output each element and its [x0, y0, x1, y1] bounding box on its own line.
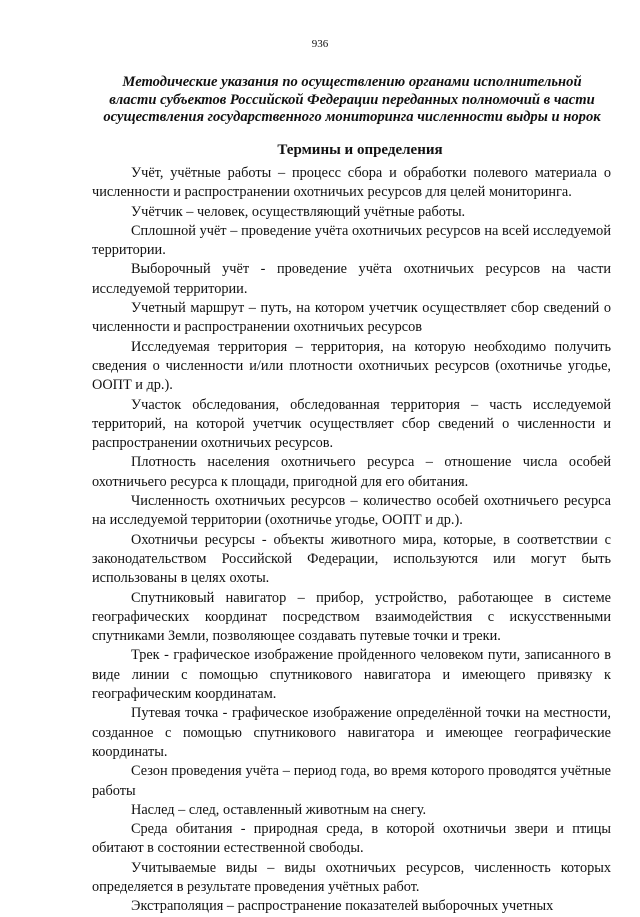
definition-paragraph: Среда обитания - природная среда, в которой охотничьи звери и птицы обитают в состоянии естественной свободы. [92, 821, 611, 857]
definition-paragraph: Исследуемая территория – территория, на которую необходимо получить сведения о численности и/или плотности охотничьих ресурсов (охотничье угодье, ООПТ и др.). [92, 338, 611, 394]
definition-paragraph: Сплошной учёт – проведение учёта охотничьих ресурсов на всей исследуемой территории. [92, 222, 611, 259]
document-title-line: Методические указания по осуществлению органами исполнительной [122, 74, 582, 90]
page-number: 936 [311, 38, 329, 50]
document-title [92, 74, 612, 127]
definition-paragraph: Учётчик – человек, осуществляющий учётные работы. [131, 203, 466, 220]
definition-paragraph: Экстраполяция – распространение показателей выборочных учетных [131, 898, 554, 915]
definitions-body [92, 164, 611, 917]
definition-paragraph: Выборочный учёт - проведение учёта охотничьих ресурсов на части исследуемой территории. [92, 261, 611, 297]
section-heading: Термины и определения [277, 142, 443, 158]
definition-paragraph: Спутниковый навигатор – прибор, устройство, работающее в системе географических координат посредством взаимодействия с искусственными спутниками Земли, позволяющее создавать путевые точки и треки. [92, 589, 611, 645]
document-title-line: осуществления государственного мониторинга численности выдры и норок [103, 109, 601, 125]
definition-paragraph: Численность охотничьих ресурсов – количество особей охотничьего ресурса на исследуемой территории (охотничье угодье, ООПТ и др.). [92, 493, 611, 529]
definition-paragraph: Учитываемые виды – виды охотничьих ресурсов, численность которых определяется в результате проведения учётных работ. [92, 859, 611, 895]
definition-paragraph: Сезон проведения учёта – период года, во время которого проводятся учётные работы [92, 763, 611, 799]
definition-paragraph: Охотничьи ресурсы - объекты животного мира, которые, в соответствии с законодательством Российской Федерации, используются или могут быть использованы в целях охоты. [92, 531, 611, 587]
definition-paragraph: Трек - графическое изображение пройденного человеком пути, записанного в виде линии с помощью спутникового навигатора и имеющего привязку к географическим координатам. [92, 647, 611, 703]
definition-paragraph: Путевая точка - графическое изображение определённой точки на местности, созданное с помощью спутникового навигатора и имеющее географические координаты. [92, 705, 611, 760]
definition-paragraph: Участок обследования, обследованная территория – часть исследуемой территорий, на которой учетчик осуществляет сбор сведений о численности и распространении охотничьих ресурсов. [92, 396, 611, 452]
definition-paragraph: Учёт, учётные работы – процесс сбора и обработки полевого материала о численности и распространении охотничьих ресурсов для целей мониторинга. [92, 165, 611, 201]
definition-paragraph: Плотность населения охотничьего ресурса – отношение числа особей охотничьего ресурса к площади, пригодной для его обитания. [92, 454, 611, 490]
definition-paragraph: Учетный маршрут – путь, на котором учетчик осуществляет сбор сведений о численности и распространении охотничьих ресурсов [92, 300, 611, 336]
definition-paragraph: Наслед – след, оставленный животным на снегу. [131, 801, 427, 818]
document-title-line: власти субъектов Российской Федерации переданных полномочий в части [109, 91, 595, 108]
